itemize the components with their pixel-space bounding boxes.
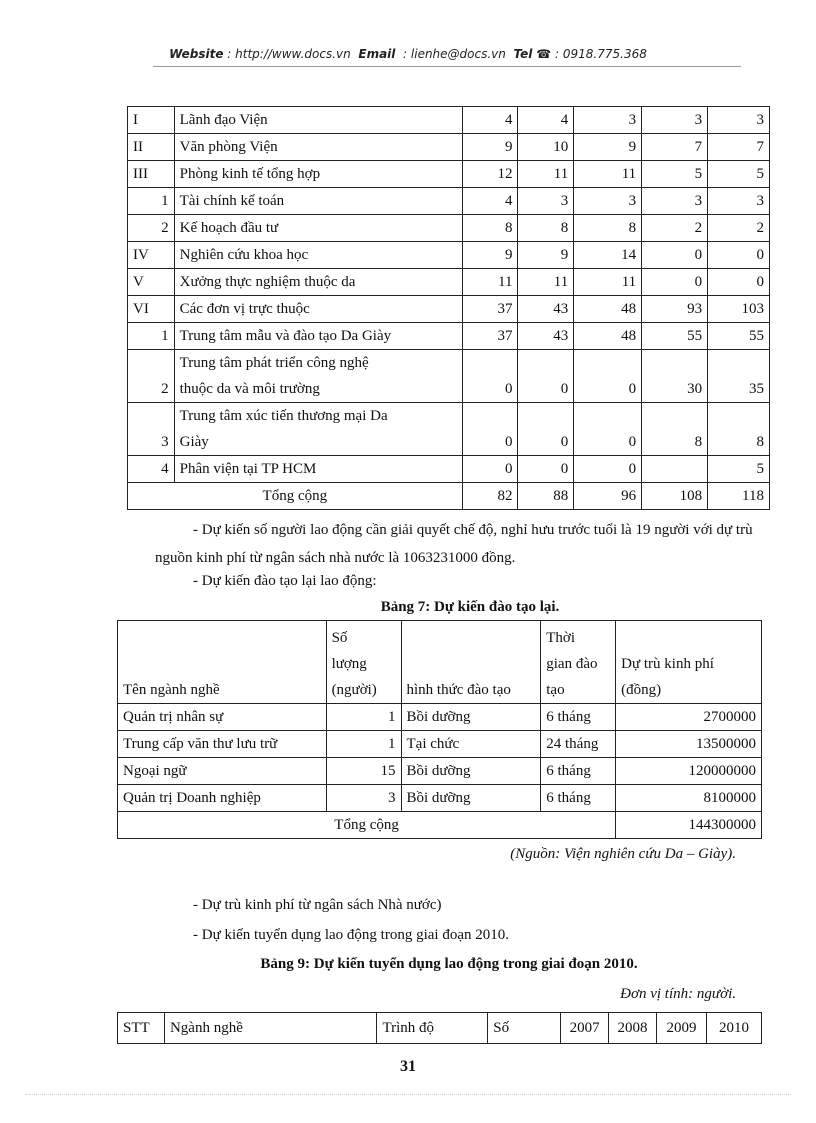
staff-count: 7 (642, 134, 708, 161)
staff-total-row (128, 483, 770, 510)
staff-unit-name: Trung tâm mẫu và đào tạo Da Giày (174, 323, 462, 350)
staff-stt: I (128, 107, 175, 134)
tel-value: : 0918.775.368 (555, 47, 647, 61)
table9-header-cell: 2007 (561, 1013, 609, 1044)
staff-count: 0 (574, 456, 642, 483)
staff-count: 0 (574, 403, 642, 456)
staff-count: 3 (708, 107, 770, 134)
table9-caption: Bảng 9: Dự kiến tuyển dụng lao động trong giai đoạn 2010. (260, 956, 638, 972)
table7-name: Ngoại ngữ (118, 758, 327, 785)
staff-count: 43 (518, 296, 574, 323)
staff-row (128, 188, 770, 215)
staff-count: 11 (518, 161, 574, 188)
table7-time: 6 tháng (541, 704, 616, 731)
staff-count: 3 (642, 107, 708, 134)
staff-count: 9 (462, 134, 518, 161)
table7-header-form: hình thức đào tạo (401, 621, 541, 704)
paragraph-retirement: - Dự kiến số người lao động cần giải quyết chế độ, nghỉ hưu trước tuổi là 19 người với dự trù nguồn kinh phí từ ngân sách nhà nước là 1063231000 đồng. (155, 522, 753, 566)
staff-stt: 2 (128, 215, 175, 242)
staff-count: 4 (462, 188, 518, 215)
table7-header-name: Tên ngành nghề (118, 621, 327, 704)
table9-header-cell: Số (488, 1013, 561, 1044)
website-label: Website (169, 47, 224, 61)
table9-unit: Đơn vị tính: người. (620, 986, 736, 1002)
table7-time: 6 tháng (541, 785, 616, 812)
page-number: 31 (400, 1058, 416, 1075)
table7-caption: Bảng 7: Dự kiến đào tạo lại. (380, 599, 560, 615)
staff-stt: III (128, 161, 175, 188)
staff-count: 37 (462, 296, 518, 323)
staff-count: 48 (574, 323, 642, 350)
staff-total-label: Tổng cộng (128, 483, 463, 510)
staff-table (127, 106, 770, 510)
staff-count: 93 (642, 296, 708, 323)
table7-row (118, 731, 762, 758)
staff-count: 11 (462, 269, 518, 296)
staff-stt: 1 (128, 323, 175, 350)
paragraph-recruitment: - Dự kiến tuyển dụng lao động trong giai đoạn 2010. (193, 927, 509, 943)
email-label: Email (358, 47, 396, 61)
table7-total-value: 144300000 (616, 812, 762, 839)
staff-count: 12 (462, 161, 518, 188)
staff-total-value: 96 (574, 483, 642, 510)
staff-count: 3 (708, 188, 770, 215)
table7-name: Quản trị Doanh nghiệp (118, 785, 327, 812)
table9-header-cell: Trình độ (377, 1013, 488, 1044)
table7-header-time: Thời gian đào tạo (541, 621, 616, 704)
staff-count: 55 (708, 323, 770, 350)
staff-count: 48 (574, 296, 642, 323)
table7-cost: 8100000 (616, 785, 762, 812)
staff-count: 4 (518, 107, 574, 134)
table7-form: Bồi dưỡng (401, 785, 541, 812)
staff-count: 0 (708, 242, 770, 269)
table7-header-qty: Số lượng (người) (326, 621, 401, 704)
table7-row (118, 758, 762, 785)
staff-unit-name: Các đơn vị trực thuộc (174, 296, 462, 323)
retraining-table (117, 620, 762, 839)
staff-row (128, 107, 770, 134)
staff-unit-name: Xưởng thực nghiệm thuộc da (174, 269, 462, 296)
staff-count: 11 (574, 161, 642, 188)
staff-count: 8 (574, 215, 642, 242)
table9-header-cell: STT (118, 1013, 165, 1044)
footer-divider (25, 1094, 791, 1095)
staff-count: 2 (642, 215, 708, 242)
staff-count: 4 (462, 107, 518, 134)
staff-row (128, 161, 770, 188)
staff-unit-name: Nghiên cứu khoa học (174, 242, 462, 269)
staff-count: 2 (708, 215, 770, 242)
table7-name: Trung cấp văn thư lưu trữ (118, 731, 327, 758)
staff-stt: V (128, 269, 175, 296)
table7-row (118, 785, 762, 812)
page-header (0, 47, 816, 61)
table9-header-cell: 2010 (706, 1013, 761, 1044)
staff-count: 0 (518, 403, 574, 456)
staff-count: 5 (708, 161, 770, 188)
table7-row (118, 704, 762, 731)
staff-row (128, 296, 770, 323)
staff-count: 3 (518, 188, 574, 215)
staff-count: 9 (574, 134, 642, 161)
tel-label: Tel (513, 47, 533, 61)
staff-stt: IV (128, 242, 175, 269)
staff-count: 9 (518, 242, 574, 269)
table9-header-cell: 2009 (657, 1013, 707, 1044)
table7-header-cost: Dự trù kinh phí (đồng) (616, 621, 762, 704)
website-value: : http://www.docs.vn (227, 47, 351, 61)
staff-unit-name-line1: Trung tâm xúc tiến thương mại Da (179, 408, 388, 424)
table9-header-cell: 2008 (609, 1013, 657, 1044)
table7-cost: 13500000 (616, 731, 762, 758)
staff-unit-name: Kế hoạch đầu tư (174, 215, 462, 242)
table7-form: Bồi dưỡng (401, 758, 541, 785)
staff-count: 0 (462, 456, 518, 483)
staff-count: 14 (574, 242, 642, 269)
staff-row (128, 350, 770, 403)
staff-count: 43 (518, 323, 574, 350)
staff-row (128, 242, 770, 269)
staff-count: 0 (574, 350, 642, 403)
staff-stt: 3 (128, 403, 175, 456)
staff-count: 103 (708, 296, 770, 323)
staff-count: 3 (574, 188, 642, 215)
staff-count: 7 (708, 134, 770, 161)
staff-count: 5 (642, 161, 708, 188)
staff-unit-name (174, 350, 462, 403)
staff-count: 0 (708, 269, 770, 296)
staff-row (128, 456, 770, 483)
staff-unit-name: Văn phòng Viện (174, 134, 462, 161)
staff-count: 37 (462, 323, 518, 350)
staff-count: 9 (462, 242, 518, 269)
staff-count: 0 (462, 350, 518, 403)
table7-qty: 3 (326, 785, 401, 812)
staff-count: 8 (462, 215, 518, 242)
staff-count: 35 (708, 350, 770, 403)
staff-count: 11 (574, 269, 642, 296)
table7-total-row (118, 812, 762, 839)
table7-qty: 1 (326, 704, 401, 731)
table7-time: 24 tháng (541, 731, 616, 758)
table7-time: 6 tháng (541, 758, 616, 785)
staff-count: 0 (518, 456, 574, 483)
table7-total-label: Tổng cộng (118, 812, 616, 839)
staff-count: 3 (574, 107, 642, 134)
paragraph-retraining: - Dự kiến đào tạo lại lao động: (193, 573, 377, 589)
staff-unit-name (174, 403, 462, 456)
staff-stt: 4 (128, 456, 175, 483)
recruitment-table (117, 1012, 762, 1044)
staff-unit-name-line1: Trung tâm phát triển công nghệ (179, 355, 369, 371)
staff-count: 10 (518, 134, 574, 161)
paragraph-budget: - Dự trù kinh phí từ ngân sách Nhà nước) (193, 897, 442, 913)
staff-unit-name: Phân viện tại TP HCM (174, 456, 462, 483)
staff-count: 0 (518, 350, 574, 403)
staff-unit-name-line2: Giày (179, 434, 209, 450)
staff-count: 5 (708, 456, 770, 483)
staff-count: 30 (642, 350, 708, 403)
staff-count: 0 (462, 403, 518, 456)
staff-count: 8 (708, 403, 770, 456)
staff-total-value: 118 (708, 483, 770, 510)
staff-count: 55 (642, 323, 708, 350)
staff-row (128, 323, 770, 350)
table7-cost: 2700000 (616, 704, 762, 731)
staff-unit-name-line2: thuộc da và môi trường (179, 381, 320, 397)
table7-name: Quản trị nhân sự (118, 704, 327, 731)
staff-count: 0 (642, 242, 708, 269)
header-divider (153, 66, 741, 67)
staff-stt: 2 (128, 350, 175, 403)
staff-count: 0 (642, 269, 708, 296)
staff-unit-name: Tài chính kế toán (174, 188, 462, 215)
table7-cost: 120000000 (616, 758, 762, 785)
staff-unit-name: Phòng kinh tế tổng hợp (174, 161, 462, 188)
staff-stt: VI (128, 296, 175, 323)
table7-qty: 1 (326, 731, 401, 758)
staff-count: 8 (642, 403, 708, 456)
table7-form: Tại chức (401, 731, 541, 758)
staff-count: 8 (518, 215, 574, 242)
staff-row (128, 269, 770, 296)
staff-row (128, 134, 770, 161)
staff-total-value: 108 (642, 483, 708, 510)
table7-form: Bồi dưỡng (401, 704, 541, 731)
staff-row (128, 403, 770, 456)
staff-total-value: 88 (518, 483, 574, 510)
staff-count: 11 (518, 269, 574, 296)
table7-source: (Nguồn: Viện nghiên cứu Da – Giày). (510, 846, 736, 862)
staff-unit-name: Lãnh đạo Viện (174, 107, 462, 134)
staff-total-value: 82 (462, 483, 518, 510)
staff-count (642, 456, 708, 483)
table7-qty: 15 (326, 758, 401, 785)
table7-header-row (118, 621, 762, 704)
phone-icon: ☎ (536, 47, 552, 61)
table9-header-row (118, 1013, 762, 1044)
email-value: : lienhe@docs.vn (403, 47, 506, 61)
staff-stt: II (128, 134, 175, 161)
staff-stt: 1 (128, 188, 175, 215)
staff-count: 3 (642, 188, 708, 215)
staff-row (128, 215, 770, 242)
table9-header-cell: Ngành nghề (164, 1013, 376, 1044)
